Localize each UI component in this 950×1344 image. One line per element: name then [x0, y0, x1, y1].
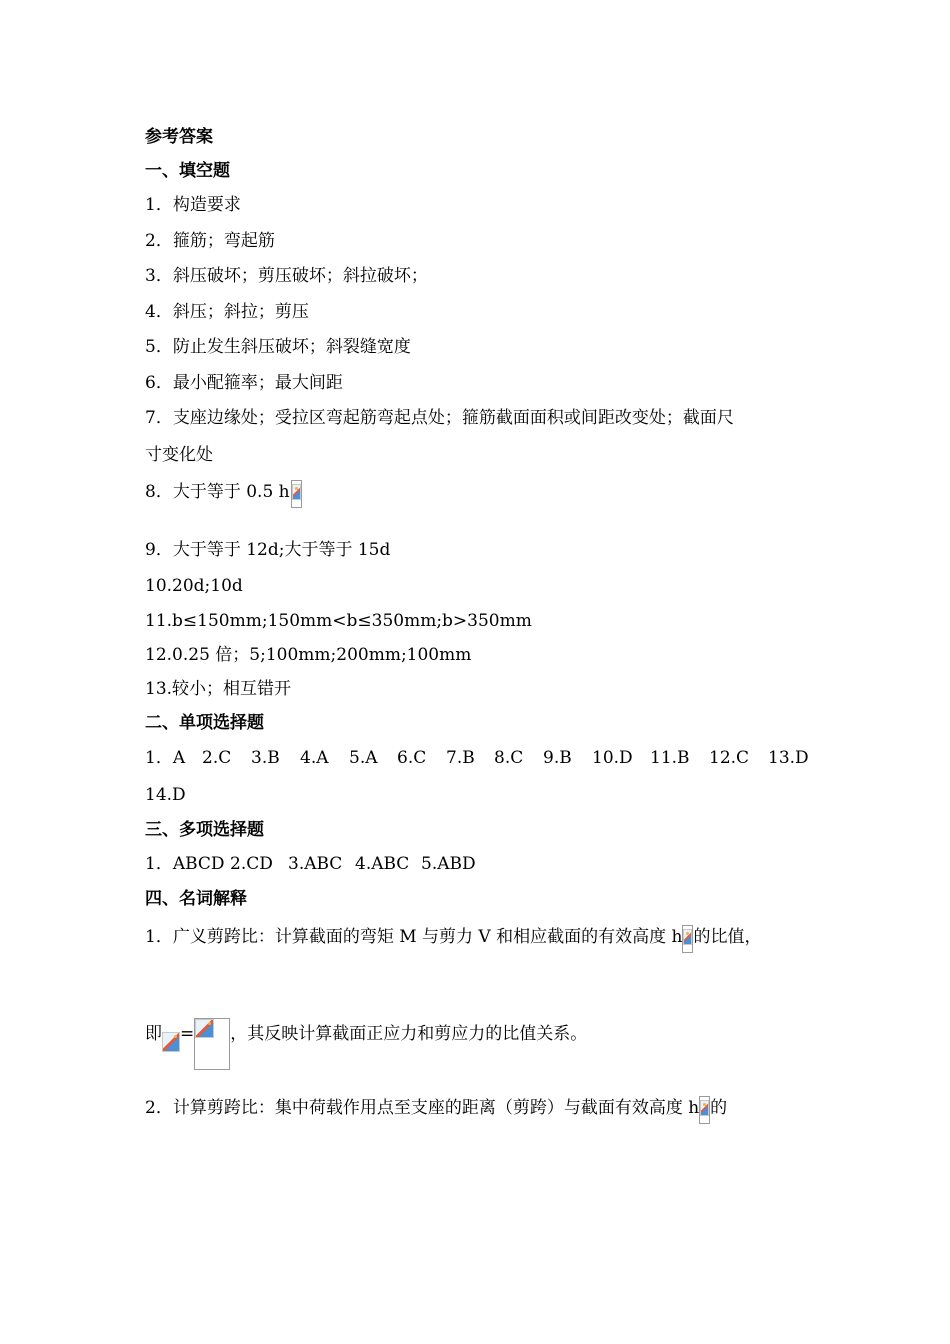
broken-image-icon — [162, 1030, 180, 1054]
answer-line: 5．防止发生斜压破坏；斜裂缝宽度 — [145, 337, 411, 357]
definition-text: 2．计算剪跨比：集中荷载作用点至支座的距离（剪跨）与截面有效高度 h — [145, 1098, 700, 1118]
choice-answer: 11.B — [650, 748, 690, 768]
choice-answer: 1．A — [145, 748, 186, 768]
definition-text: 即 — [145, 1024, 162, 1044]
answer-line: 6．最小配箍率；最大间距 — [145, 373, 343, 393]
choice-answer: 9.B — [543, 748, 572, 768]
choice-answer: 4.A — [300, 748, 329, 768]
choice-answer: 12.C — [709, 748, 750, 768]
choice-answer: 10.D — [592, 748, 633, 768]
term-definition-line — [145, 925, 761, 949]
section-heading-fill-blank: 一、填空题 — [145, 161, 230, 181]
answer-line: 10.20d;10d — [145, 576, 243, 596]
choice-answer: 7.B — [446, 748, 475, 768]
answer-line: 9．大于等于 12d;大于等于 15d — [145, 540, 391, 560]
answer-line: 寸变化处 — [145, 445, 213, 465]
choice-answer: 3.B — [251, 748, 280, 768]
choice-answer: 13.D — [768, 748, 809, 768]
answer-line: 11.b≤150mm;150mm<b≤350mm;b>350mm — [145, 611, 532, 631]
broken-image-icon — [699, 1096, 710, 1124]
term-definition-line — [145, 1096, 727, 1120]
choice-answer: 1．ABCD — [145, 854, 225, 874]
choice-answer: 6.C — [397, 748, 427, 768]
choice-answer: 3.ABC — [288, 854, 343, 874]
choice-answer: 2.CD — [230, 854, 273, 874]
answer-line: 13.较小；相互错开 — [145, 679, 292, 699]
equals-sign: = — [180, 1024, 195, 1044]
broken-image-icon — [291, 480, 302, 508]
page-title: 参考答案 — [145, 127, 213, 147]
choice-answer: 5.ABD — [421, 854, 476, 874]
broken-image-icon — [682, 925, 693, 953]
answer-text: 8．大于等于 0.5 h — [145, 482, 290, 502]
choice-answer: 4.ABC — [355, 854, 410, 874]
answer-line: 7．支座边缘处；受拉区弯起筋弯起点处；箍筋截面面积或间距改变处；截面尺 — [145, 408, 734, 428]
answer-line: 12.0.25 倍；5;100mm;200mm;100mm — [145, 645, 472, 665]
section-heading-multi-choice: 三、多项选择题 — [145, 820, 264, 840]
answer-line: 4．斜压；斜拉；剪压 — [145, 302, 309, 322]
section-heading-terms: 四、名词解释 — [145, 889, 247, 909]
answer-line-with-image — [145, 480, 302, 504]
answer-line: 2．箍筋；弯起筋 — [145, 231, 275, 251]
section-heading-single-choice: 二、单项选择题 — [145, 713, 264, 733]
broken-image-icon — [194, 1018, 230, 1070]
term-definition-formula-line — [145, 1022, 587, 1072]
choice-answer-overflow: 14.D — [145, 785, 186, 805]
answer-line: 3．斜压破坏；剪压破坏；斜拉破坏； — [145, 266, 428, 286]
answer-line: 1．构造要求 — [145, 195, 241, 215]
definition-text: 1．广义剪跨比：计算截面的弯矩 M 与剪力 V 和相应截面的有效高度 h — [145, 927, 683, 947]
definition-text: 的比值， — [693, 927, 762, 947]
definition-text: ，其反映计算截面正应力和剪应力的比值关系。 — [230, 1024, 588, 1044]
choice-answer: 2.C — [202, 748, 232, 768]
choice-answer: 8.C — [494, 748, 524, 768]
choice-answer: 5.A — [349, 748, 378, 768]
definition-text: 的 — [710, 1098, 728, 1118]
